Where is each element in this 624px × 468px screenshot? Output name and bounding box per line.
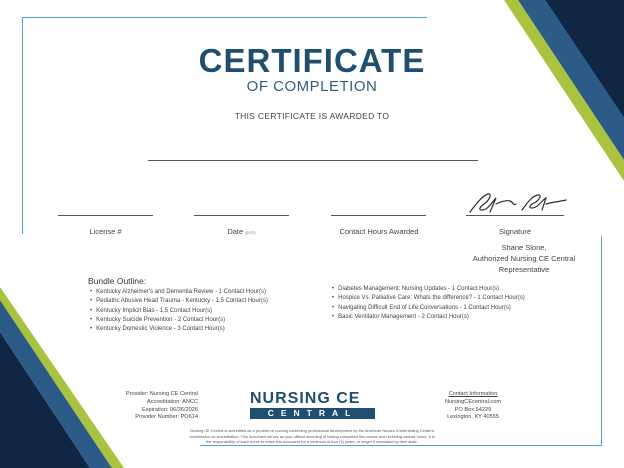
contact-heading: Contact Information bbox=[448, 391, 498, 397]
list-item: • Kentucky Implicit Bias - 1.5 Contact Hour(s) bbox=[90, 307, 330, 316]
bundle-list-right bbox=[332, 285, 592, 322]
signer-title-line1: Authorized Nursing CE Central bbox=[472, 254, 576, 263]
bundle-list-left bbox=[90, 288, 330, 334]
signature-label: Signature bbox=[498, 227, 532, 236]
date-timezone: (EST) bbox=[245, 229, 256, 235]
accreditation-disclaimer bbox=[110, 428, 514, 445]
awarded-to-text: THIS CERTIFICATE IS AWARDED TO bbox=[234, 111, 390, 121]
disclaimer-line: commission on accreditation. This document serves as your official recording of having completed this course and receiving contact hours. It is bbox=[189, 433, 435, 439]
handwritten-signature bbox=[466, 190, 570, 216]
contact-hours-label: Contact Hours Awarded bbox=[339, 227, 419, 236]
contact-po-box: PO Box 54229 bbox=[454, 406, 492, 413]
signer-info bbox=[444, 242, 604, 275]
contact-info bbox=[430, 391, 516, 422]
provider-accreditation: Accreditation: ANCC bbox=[147, 398, 198, 405]
date-label: Date (EST) bbox=[227, 227, 256, 236]
list-item: • Pediatric Abusive Head Trauma - Kentucky - 1.5 Contact Hour(s) bbox=[90, 297, 330, 306]
license-line bbox=[58, 215, 153, 216]
contact-hours-line bbox=[331, 215, 426, 216]
list-item: • Diabetes Management: Nursing Updates - 1 Contact Hour(s) bbox=[332, 285, 592, 294]
provider-info bbox=[102, 391, 198, 422]
provider-name: Provider: Nursing CE Central bbox=[125, 391, 198, 397]
list-item: • Navigating Difficult End of Life Conversations - 1 Contact Hour(s) bbox=[332, 304, 592, 313]
provider-number: Provider Number: PO614 bbox=[135, 414, 198, 421]
frame-line-bottom bbox=[200, 445, 602, 446]
frame-line-top bbox=[22, 17, 427, 18]
signer-name: Shane Slone, bbox=[501, 243, 547, 252]
provider-expiration: Expiration: 06/26/2026 bbox=[142, 406, 198, 413]
disclaimer-line: the responsibility of each nurse to retain this document for a minimum of four (4) years, or longer if mandated by their state. bbox=[206, 439, 418, 444]
nursing-ce-central-logo bbox=[250, 391, 375, 421]
list-item: • Basic Ventilator Management - 2 Contact Hour(s) bbox=[332, 313, 592, 322]
contact-city: Lexington, KY 40555 bbox=[447, 414, 499, 421]
logo-text-bottom: CENTRAL bbox=[250, 408, 375, 419]
disclaimer-line: Nursing CE Central is accredited as a provider of nursing continuing professional development by the American Nurses Credentialing Center's bbox=[189, 428, 435, 433]
list-item: • Kentucky Alzheimer's and Dementia Review - 1 Contact Hour(s) bbox=[90, 288, 330, 297]
list-item: • Kentucky Suicide Prevention - 2 Contact Hour(s) bbox=[90, 316, 330, 325]
certificate-title: CERTIFICATE bbox=[198, 42, 426, 79]
bundle-outline-title: Bundle Outline: bbox=[88, 276, 147, 286]
list-item: • Kentucky Domestic Violence - 3 Contact Hour(s) bbox=[90, 325, 330, 334]
certificate-subtitle: OF COMPLETION bbox=[246, 78, 378, 95]
logo-text-top: NURSING CE bbox=[250, 390, 361, 407]
list-item: • Hospice Vs. Palliative Care: Whats the difference? - 1 Contact Hour(s) bbox=[332, 294, 592, 303]
license-label: License # bbox=[89, 227, 122, 236]
signer-title-line2: Representative bbox=[498, 265, 550, 274]
recipient-name-line bbox=[148, 160, 478, 161]
date-line bbox=[194, 215, 289, 216]
contact-website: NursingCEcentral.com bbox=[445, 398, 501, 405]
